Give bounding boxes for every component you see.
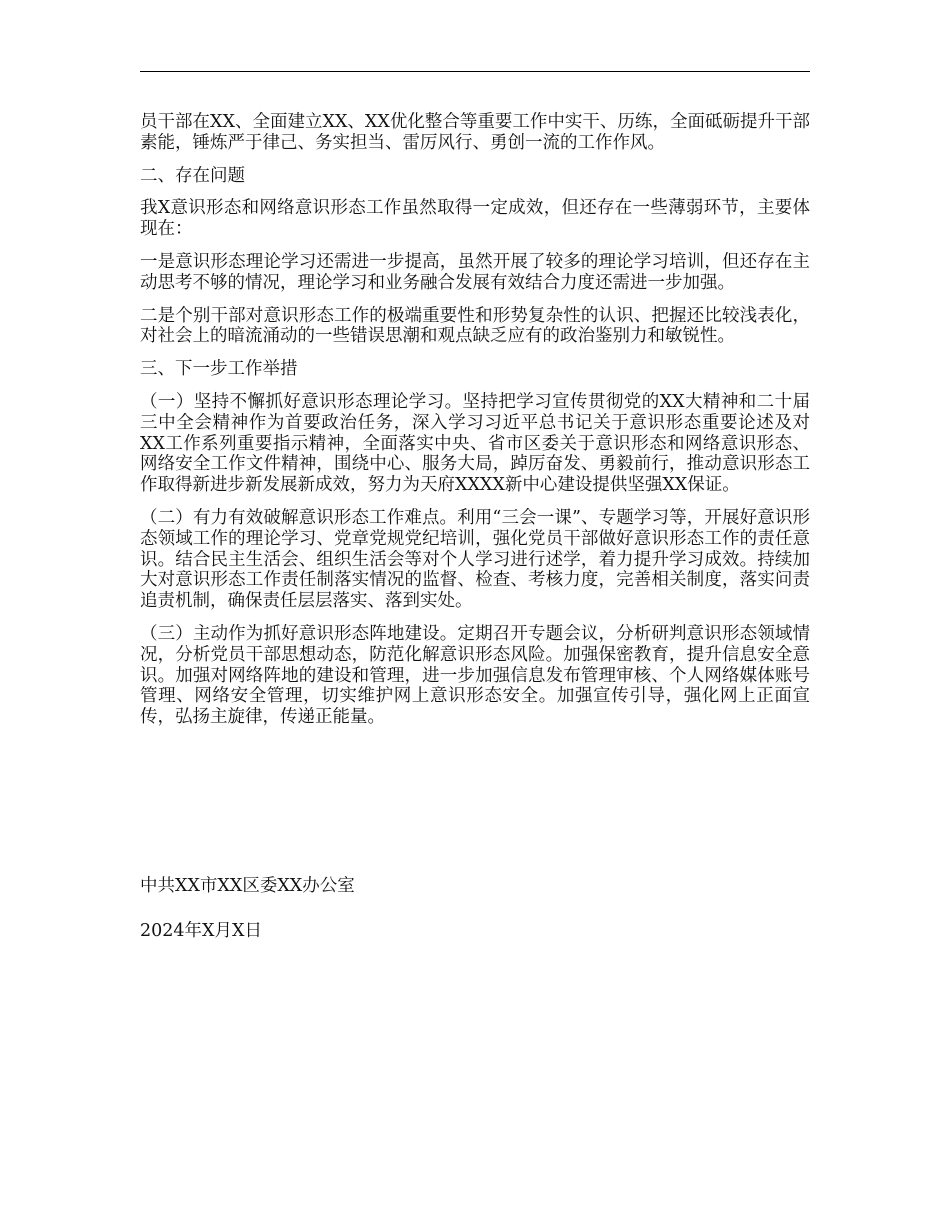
signature-block	[140, 876, 810, 966]
signature-date: 2024年X月X日	[140, 920, 262, 941]
paragraph-intro-continuation: 员干部在XX、全面建立XX、XX优化整合等重要工作中实干、历练，全面砥砺提升干部素能，锤炼严于律己、务实担当、雷厉风行、勇创一流的工作作风。	[140, 112, 810, 153]
section-heading-problems: 二、存在问题	[140, 165, 245, 186]
paragraph-measure-two: （二）有力有效破解意识形态工作难点。利用“三会一课”、专题学习等，开展好意识形态领域工作的理论学习、党章党规党纪培训，强化党员干部做好意识形态工作的责任意识。结合民主生活会、组织生活会等对个人学习进行述学，着力提升学习成效。持续加大对意识形态工作责任制落实情况的监督、检查、考核力度，完善相关制度，落实问责追责机制，确保责任层层落实、落到实处。	[140, 507, 810, 612]
paragraph-measure-one: （一）坚持不懈抓好意识形态理论学习。坚持把学习宣传贯彻党的XX大精神和二十届三中全会精神作为首要政治任务，深入学习习近平总书记关于意识形态重要论述及对XX工作系列重要指示精神，全面落实中央、省市区委关于意识形态和网络意识形态、网络安全工作文件精神，围绕中心、服务大局，踔厉奋发、勇毅前行，推动意识形态工作取得新进步新发展新成效，努力为天府XXXX新中心建设提供坚强XX保证。	[140, 391, 810, 496]
signature-organization: 中共XX市XX区委XX办公室	[140, 876, 355, 896]
paragraph-problem-one: 一是意识形态理论学习还需进一步提高，虽然开展了较多的理论学习培训，但还存在主动思考不够的情况，理论学习和业务融合发展有效结合力度还需进一步加强。	[140, 251, 810, 293]
document-body	[140, 112, 810, 740]
paragraph-measure-three: （三）主动作为抓好意识形态阵地建设。定期召开专题会议，分析研判意识形态领域情况，分析党员干部思想动态，防范化解意识形态风险。加强保密教育，提升信息安全意识。加强对网络阵地的建设和管理，进一步加强信息发布管理审核、个人网络媒体账号管理、网络安全管理，切实维护网上意识形态安全。加强宣传引导，强化网上正面宣传，弘扬主旋律，传递正能量。	[140, 623, 810, 728]
paragraph-problem-two: 二是个别干部对意识形态工作的极端重要性和形势复杂性的认识、把握还比较浅表化，对社会上的暗流涌动的一些错误思潮和观点缺乏应有的政治鉴别力和敏锐性。	[140, 305, 810, 347]
paragraph-problems-summary: 我X意识形态和网络意识形态工作虽然取得一定成效，但还存在一些薄弱环节，主要体现在：	[140, 198, 810, 240]
header-rule	[140, 71, 810, 72]
section-heading-next-steps: 三、下一步工作举措	[140, 359, 298, 380]
